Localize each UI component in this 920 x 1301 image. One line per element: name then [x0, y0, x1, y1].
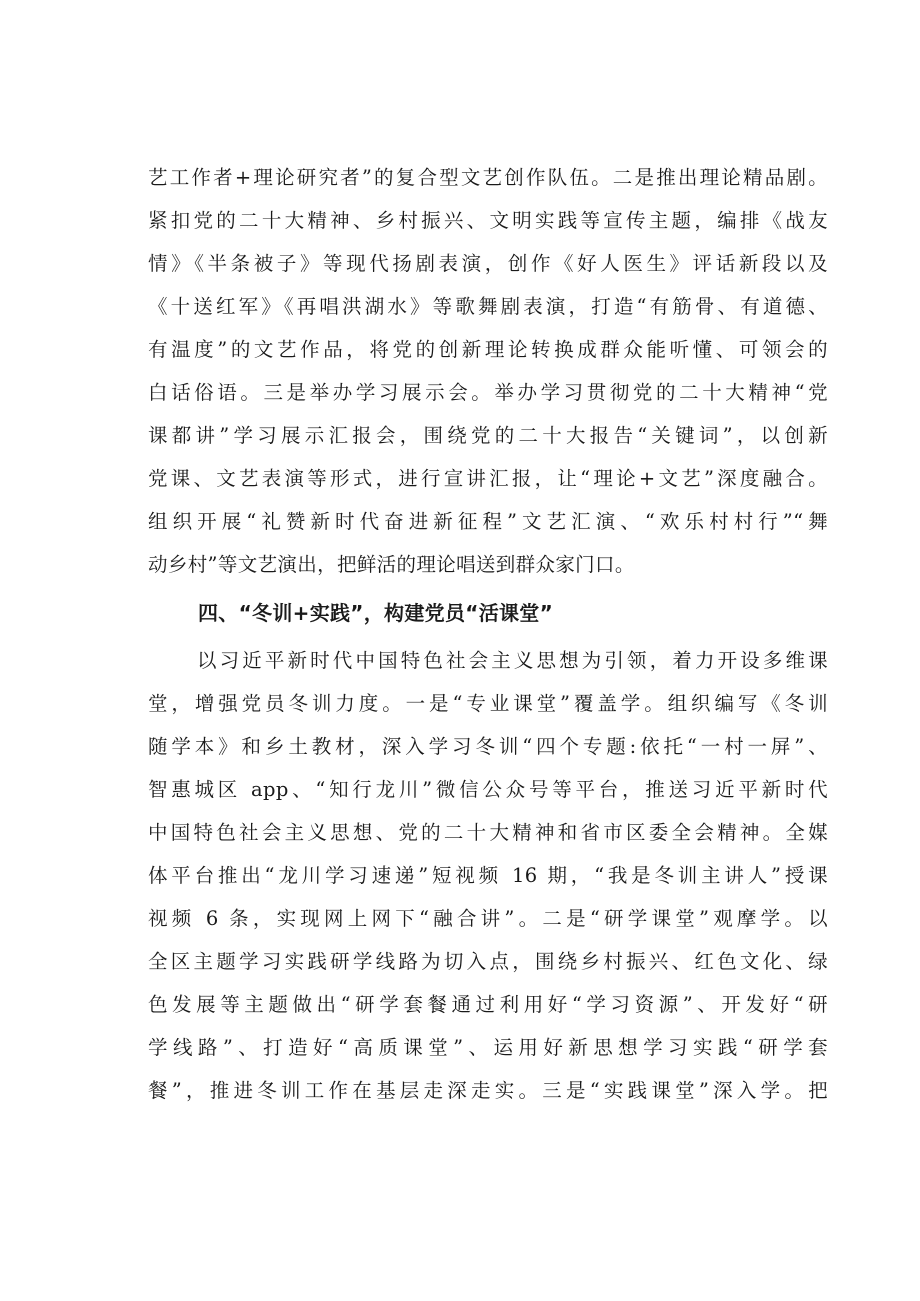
paragraph-1-line-5: 有温度”的文艺作品，将党的创新理论转换成群众能听懂、可领会的 — [148, 338, 828, 361]
paragraph-2-line-7: 视频 6 条，实现网上网下“融合讲”。二是“研学课堂”观摩学。以 — [148, 907, 828, 930]
paragraph-1-line-6: 白话俗语。三是举办学习展示会。举办学习贯彻党的二十大精神“党 — [148, 381, 828, 404]
paragraph-1-line-10: 动乡村”等文艺演出，把鲜活的理论唱送到群众家门口。 — [148, 553, 635, 576]
paragraph-2-line-5: 中国特色社会主义思想、党的二十大精神和省市区委全会精神。全媒 — [148, 821, 828, 844]
paragraph-1-line-2: 紧扣党的二十大精神、乡村振兴、文明实践等宣传主题，编排《战友 — [148, 209, 828, 232]
paragraph-2-line-3: 随学本》和乡土教材，深入学习冬训“四个专题:依托“一村一屏”、 — [148, 735, 828, 758]
paragraph-2-line-1: 以习近平新时代中国特色社会主义思想为引领，着力开设多维课 — [197, 649, 828, 672]
paragraph-2-line-4: 智惠城区 app、“知行龙川”微信公众号等平台，推送习近平新时代 — [148, 778, 828, 801]
paragraph-1-line-8: 党课、文艺表演等形式，进行宣讲汇报，让“理论+文艺”深度融合。 — [148, 467, 828, 490]
paragraph-2-line-10: 学线路”、打造好“高质课堂”、运用好新思想学习实践“研学套 — [148, 1036, 828, 1059]
paragraph-2-line-2: 堂，增强党员冬训力度。一是“专业课堂”覆盖学。组织编写《冬训 — [148, 692, 828, 715]
paragraph-1-line-4: 《十送红军》《再唱洪湖水》等歌舞剧表演，打造“有筋骨、有道德、 — [148, 295, 828, 318]
paragraph-2-line-11: 餐”，推进冬训工作在基层走深走实。三是“实践课堂”深入学。把 — [148, 1079, 828, 1102]
paragraph-1-line-1: 艺工作者+理论研究者”的复合型文艺创作队伍。二是推出理论精品剧。 — [148, 166, 828, 189]
paragraph-1-line-3: 情》《半条被子》等现代扬剧表演，创作《好人医生》评话新段以及 — [148, 252, 828, 275]
paragraph-1-line-9: 组织开展“礼赞新时代奋进新征程”文艺汇演、“欢乐村村行”“舞 — [148, 510, 828, 533]
paragraph-2-line-6: 体平台推出“龙川学习速递”短视频 16 期，“我是冬训主讲人”授课 — [148, 864, 828, 887]
paragraph-2-line-8: 全区主题学习实践研学线路为切入点，围绕乡村振兴、红色文化、绿 — [148, 950, 828, 973]
section-heading: 四、“冬训+实践”，构建党员“活课堂” — [198, 601, 554, 625]
paragraph-2-line-9: 色发展等主题做出“研学套餐通过利用好“学习资源”、开发好“研 — [148, 993, 828, 1016]
paragraph-1-line-7: 课都讲”学习展示汇报会，围绕党的二十大报告“关键词”，以创新 — [148, 424, 828, 447]
